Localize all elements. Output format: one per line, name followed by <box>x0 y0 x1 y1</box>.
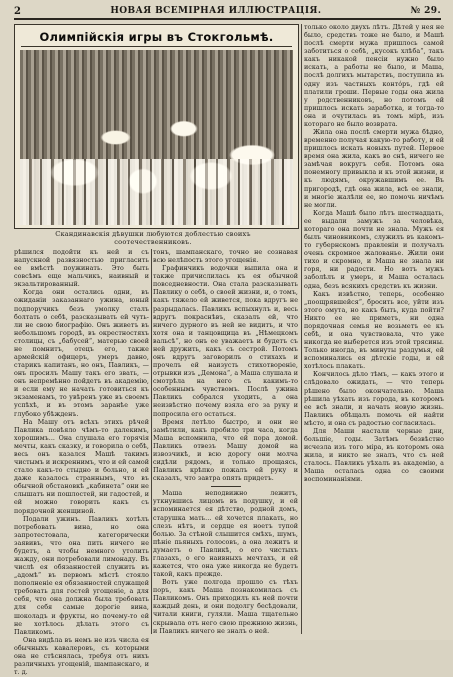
paragraph: Когда они остались одни, въ ожиданiи заказаннаго ужина, юный подпоручикъ безъ умолку сталъ болтать о себѣ, разсказывать ей чуть-ли не свою биографiю. Онъ живетъ въ небольшомъ городѣ, въ окрестностяхъ столицы, съ „бабусей“, матерью своей не помнитъ, отецъ его, также армейскiй офицеръ, умеръ давно, старикъ капитанъ, но онъ, Павликъ, — онъ просилъ Машу такъ его звать, — онъ непремѣнно пойдетъ въ академiю, и если ему не начать готовиться къ экзаменамъ, то увѣренъ уже въ своемъ успѣхѣ, и въ этомъ заранѣе уже глубоко убѣжденъ. <box>14 289 149 418</box>
paragraph: Для Маши настали черные дни, большiе, годы. Затѣмъ безвѣстно исчезла изъ того мiра, въ которомъ она жила, и никто не зналъ, что съ ней сталось. Павликъ уѣхалъ въ академiю, а Маша осталась одна со своими воспоминанiями. <box>304 427 444 484</box>
paragraph: только около двухъ лѣтъ. Дѣтей у нея не было, средствъ тоже не было, и Машѣ послѣ смерти мужа пришлось самой заботиться о себѣ, „кусокъ хлѣба“, такъ какъ никакой пенсiи нужно было искать, а работы не было, и Маша, послѣ долгихъ мытарствъ, поступила въ одну изъ частныхъ контóръ, гдѣ ей платили гроши. Первые годы она жила у родственниковъ, но потомъ ей пришлось искать заработка, и тогда-то она и очутилась въ томъ мiрѣ, изъ котораго не было возврата. <box>304 24 444 128</box>
photo-frame <box>14 24 299 229</box>
issue-number: № 29. <box>410 6 441 16</box>
column-divider-right <box>301 24 302 634</box>
paragraph: Вотъ уже полгода прошло съ тѣхъ поръ, какъ Маша познакомилась съ Павликомъ. Онъ приходилъ къ ней почти каждый день, и они подолгу бесѣдовали, читали книги, гуляли. Маша тщательно скрывала отъ него свою прежнюю жизнь, и Павликъ ничего не зналъ о ней. <box>153 579 298 635</box>
paragraph: Кончилось дѣло тѣмъ, — какъ этого и слѣдовало ожидать, — что теперь рѣшено было окончательно. Маша рѣшила уѣхать изъ города, въ которомъ ее всѣ знали, и начать новую жизнь. Павликъ обѣщалъ помочь ей найти мѣсто, и она съ радостью согласилась. <box>304 371 444 427</box>
crowd-photo <box>20 50 293 225</box>
paragraph: рѣшился подойти къ ней и съ напускной развязностью пригласить ее вмѣстѣ поужинать. Это быть совсѣмъ еще мальчикъ, наивный и экзальтированный. <box>14 249 149 289</box>
text-column-right <box>304 24 444 635</box>
paragraph: На Машу отъ всѣхъ этихъ рѣчей Павлика повѣяло чѣмъ-то далекимъ, хорошимъ... Она слушала его горячiя мечты, какъ сказку, и говорила о себѣ, весь онъ казался Машѣ такимъ чистымъ и искреннимъ, что и ей самой стало какъ-то стыдно и больно, и ей даже казалось страннымъ, что въ обычной обстановкѣ „кабинета“ они не слышатъ ни пошлостей, ни гадостей, и ей можно говорить какъ съ порядочной женщиной. <box>14 418 149 515</box>
text-column-left <box>14 249 149 677</box>
text-column-middle <box>153 249 298 635</box>
paragraph: Графинчикъ водочки выпила она и также причислилась къ ея обычной повседневности. Она стала разсказывать Павлику о себѣ, о своей жизни, и, о томъ, какъ тяжело ей живется, пока вдругъ не разрыдалась. Павликъ вспыхнулъ и, весь вдругъ покраснѣвъ, сказалъ ей, что ничего дурного въ ней не видитъ, и что хотя она и танцовщица въ „Нѣмецкомъ вальсѣ“, но онъ ее уважаетъ и будетъ съ ней дружить, какъ съ сестрой. Потомъ онъ вдругъ заговорилъ о стихахъ и прочелъ ей наизусть стихотворенiе, отрывки изъ „Демона“, а Маша слушала и смотрѣла на него съ какимъ-то особеннымъ чувствомъ. Послѣ ужина Павликъ собрался уходить, а она неизвѣстно почему взяла его за руку и попросила его остаться. <box>153 265 298 418</box>
page-number: 2 <box>14 5 22 17</box>
photo-title: Олимпiйскiя игры въ Стокгольмѣ. <box>39 30 274 44</box>
page-header <box>14 4 441 18</box>
photo-title-rule <box>21 46 292 47</box>
paragraph: тонъ, шампанскаго, точно не сознавая всю нелѣпость этого угощенiя. <box>153 249 298 265</box>
header-rule <box>14 18 441 20</box>
paragraph: Когда Машѣ было лѣтъ шестнадцать, ее выдали замужъ за человѣка, котораго она почти не знала. Мужъ ея былъ чиновникомъ, служилъ въ какомъ-то губернскомъ правленiи и получалъ очень скромное жалованье. Жили они тихо и скромно, и Маша не знала ни горя, ни радости. Но вотъ мужъ заболѣлъ и умеръ, и Маша осталась одна, безъ всякихъ средствъ къ жизни. <box>304 209 444 290</box>
paragraph: Жила она послѣ смерти мужа бѣдно, временно получая какую-то работу, и ей пришлось искать новыхъ путей. Первое время она жила, какъ во снѣ, ничего не замѣчая вокругъ себя. Потомъ она понемногу привыкла и къ этой жизни, и къ людямъ, окружавшимъ ее. Въ пригородѣ, гдѣ она жила, всѣ ее знали, и многiе жалѣли ее, но помочь ничѣмъ не могли. <box>304 129 444 209</box>
paragraph: Подали ужинъ. Павликъ хотѣлъ потребовать вина, но она запротестовала, категорически заявивъ, что она пить ничего не будетъ, а чтобы немного утолить жажду, они потребовали лимонаду. Въ числѣ ея обязанностей служить въ „адомѣ“ въ первомъ мѣстѣ стояло пополненiе ея обязанностей служащей требовать для гостей угощенiе, а для себя, что она должна была требовать для себя самые дорогiе вина, шоколадъ и фрукты, но почему-то ей не хотѣлось дѣлать этого съ Павликомъ. <box>14 515 149 636</box>
paragraph: Маша неподвижно лежитъ, уткнувшись лицомъ въ подушку, и ей вспоминается ея дѣтство, родной домъ, старушка мать... ей хочется плакать, но слезъ нѣтъ, и сердце ея ноетъ тупой болью. За стѣной слышится смѣхъ, шумъ, пѣнiе пьяныхъ голосовъ, а она лежитъ и думаетъ о Павликѣ, о его чистыхъ глазахъ, о его наивныхъ мечтахъ, и ей кажется, что она уже никогда не будетъ такой, какъ прежде. <box>153 490 298 579</box>
section-separator <box>211 486 241 487</box>
paragraph: Время летѣло быстро, и они не замѣтили, какъ пробило три часа, когда Маша вспомнила, что ей пора домой. Павликъ отвезъ Машу домой на извозчикѣ, и всю дорогу они молча сидѣли рядомъ, и только прощаясь, Павликъ крѣпко пожалъ ей руку и сказалъ, что завтра опять придетъ. <box>153 418 298 483</box>
journal-title: НОВАЯ ВСЕМIРНАЯ ИЛЛЮСТРАЦIЯ. <box>110 6 322 16</box>
paragraph: Она видѣла въ немъ не изъ числа ея обычныхъ кавалеровъ, съ которыми она не стѣснялась, требуя отъ нихъ различныхъ угощенiй, шампанскаго, и т. д. <box>14 636 149 677</box>
column-divider-left <box>151 249 152 634</box>
photo-caption: Скандинавскiя дѣвушки любуются доблестью своихъ соотечественниковъ. <box>55 230 251 246</box>
paragraph: Какъ извѣстно, теперь, особенно „поощрявшейся“, бросить все, уйти изъ этого омута, но какъ быть, куда пойти? Никто ее не приметъ, ни одна порядочная семья не возьметъ ее къ себѣ, и она чувствовала, что уже никогда не выберется изъ этой трясины. Только иногда, въ минуты раздумья, ей вспоминались ея дѣтскiе годы, и ей хотѣлось плакать. <box>304 290 444 371</box>
